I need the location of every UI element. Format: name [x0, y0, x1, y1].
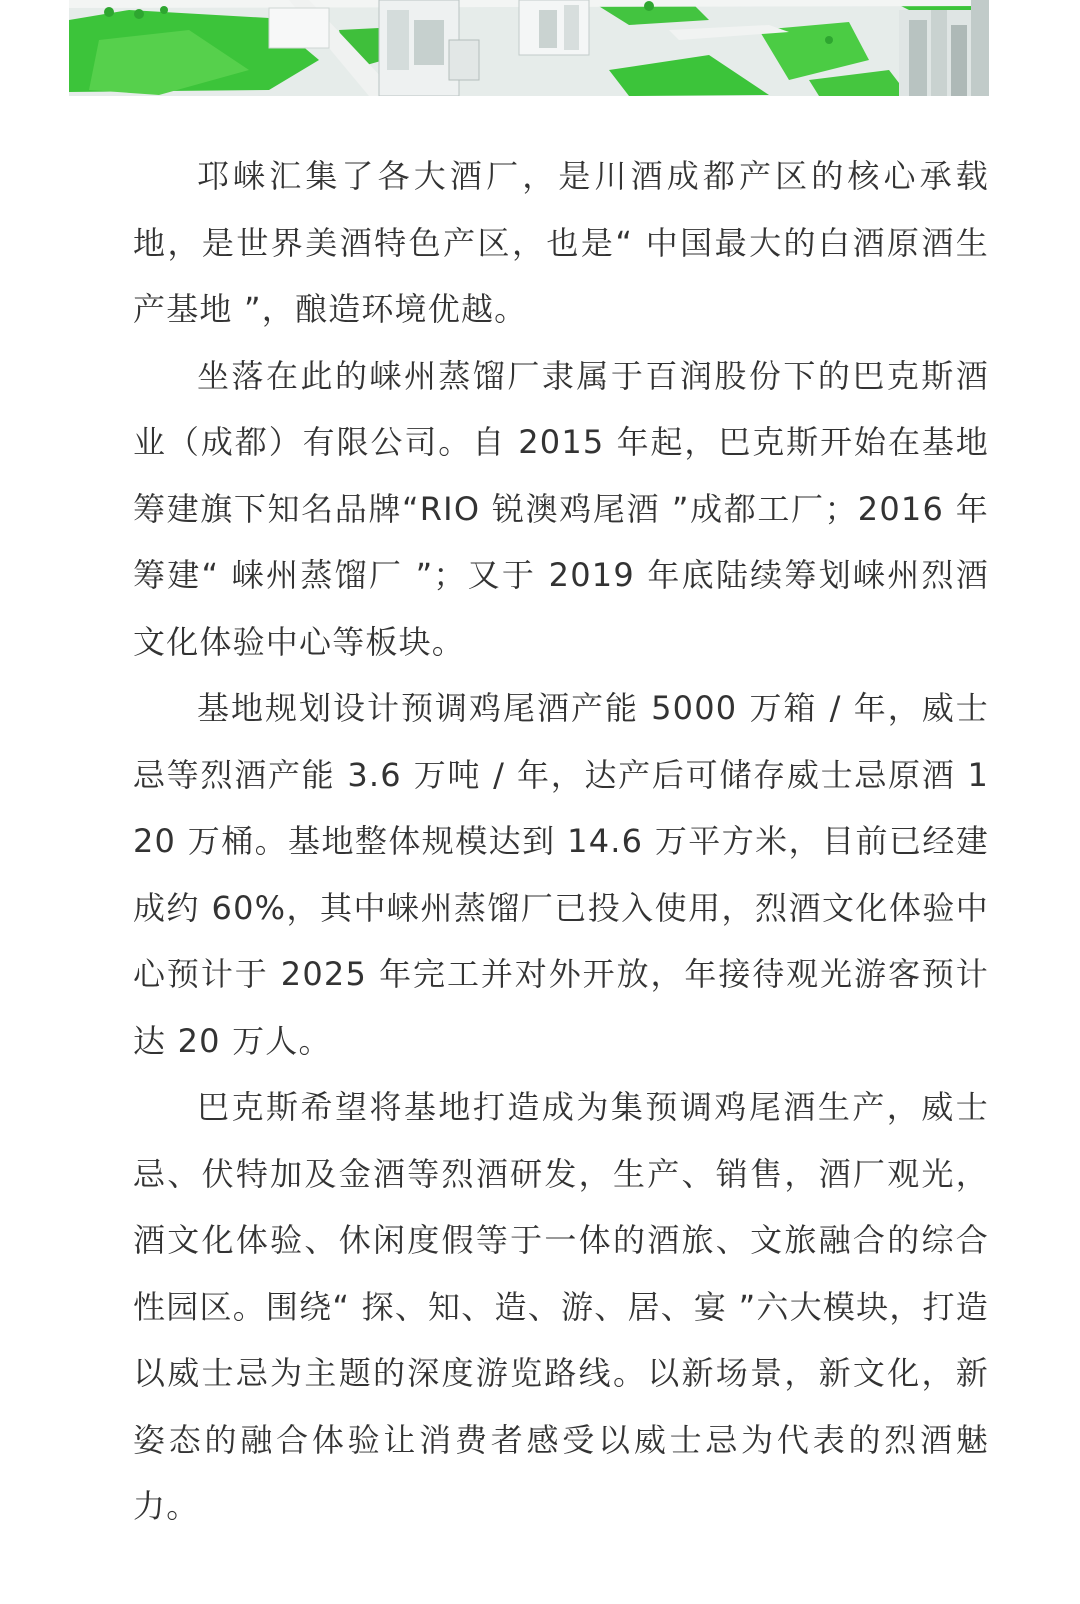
- article-paragraph: 巴克斯希望将基地打造成为集预调鸡尾酒生产，威士忌、伏特加及金酒等烈酒研发，生产、销售，酒厂观光，酒文化体验、休闲度假等于一体的酒旅、文旅融合的综合性园区。围绕“ 探、知、造、游、居、宴 ”六大模块，打造以威士忌为主题的深度游览路线。以新场景，新文化，新姿态的融合体验让消费者感受以威士忌为代表的烈酒魅力。: [133, 1088, 989, 1525]
- hero-image: [69, 0, 989, 96]
- article-paragraph: 基地规划设计预调鸡尾酒产能 5000 万箱 / 年，威士忌等烈酒产能 3.6 万吨 / 年，达产后可储存威士忌原酒 120 万桶。基地整体规模达到 14.6 万平方米，目前已经建成约 60%，其中崃州蒸馏厂已投入使用，烈酒文化体验中心预计于 2025 年完工并对外开放，年接待观光游客预计达 20 万人。: [133, 689, 989, 1060]
- article-body: [133, 143, 989, 1540]
- article-paragraph: 邛崃汇集了各大酒厂，是川酒成都产区的核心承载地，是世界美酒特色产区，也是“ 中国最大的白酒原酒生产基地 ”，酿造环境优越。: [133, 157, 989, 328]
- factory-aerial-photo-icon: [69, 0, 989, 96]
- article-paragraph: 坐落在此的崃州蒸馏厂隶属于百润股份下的巴克斯酒业（成都）有限公司。自 2015 年起，巴克斯开始在基地筹建旗下知名品牌“RIO 锐澳鸡尾酒 ”成都工厂；2016 年筹建“ 崃州蒸馏厂 ”；又于 2019 年底陆续筹划崃州烈酒文化体验中心等板块。: [133, 356, 989, 661]
